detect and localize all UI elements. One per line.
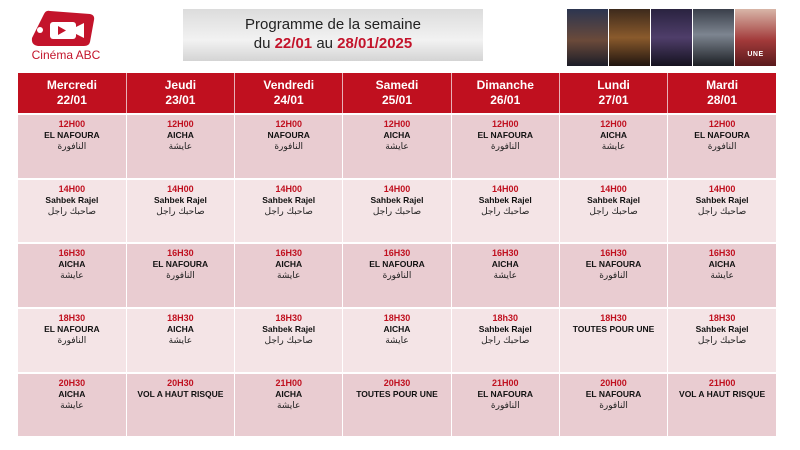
screening-cell: 14H00 Sahbek Rajel صاحبك راجل: [451, 179, 559, 244]
screening-cell: 16H30 EL NAFOURA النافورة: [559, 243, 667, 308]
screening-cell: 14H00 Sahbek Rajel صاحبك راجل: [126, 179, 234, 244]
day-header: Mardi 28/01: [668, 73, 776, 114]
screening-cell: 16H30 EL NAFOURA النافورة: [126, 243, 234, 308]
screening-cell: 18H30 AICHA عايشة: [343, 308, 451, 373]
brand-name: Cinéma ABC: [31, 48, 101, 62]
slot-row: [18, 373, 776, 436]
screening-cell: 16H30 AICHA عايشة: [451, 243, 559, 308]
screening-cell: 21H00 VOL A HAUT RISQUE: [668, 373, 776, 436]
day-header: Jeudi 23/01: [126, 73, 234, 114]
screening-cell: 16H30 AICHA عايشة: [18, 243, 126, 308]
end-date: 28/01/2025: [337, 35, 413, 52]
day-header: Dimanche 26/01: [451, 73, 559, 114]
screening-cell: 14H00 Sahbek Rajel صاحبك راجل: [18, 179, 126, 244]
screening-cell: 12H00 AICHA عايشة: [343, 114, 451, 179]
page-title: Programme de la semaine: [245, 16, 421, 33]
screening-cell: 18h30 Sahbek Rajel صاحبك راجل: [451, 308, 559, 373]
start-date: 22/01: [274, 35, 313, 52]
cinema-logo: [20, 8, 110, 63]
week-header: [183, 9, 483, 61]
slot-row: [18, 179, 776, 244]
schedule-table: [18, 73, 776, 436]
screening-cell: 18H30 AICHA عايشة: [126, 308, 234, 373]
slot-row: [18, 114, 776, 179]
screening-cell: 14H00 Sahbek Rajel صاحبك راجل: [668, 179, 776, 244]
screening-cell: 12H00 EL NAFOURA النافورة: [18, 114, 126, 179]
screening-cell: 14H00 Sahbek Rajel صاحبك راجل: [343, 179, 451, 244]
screening-cell: 12H00 EL NAFOURA النافورة: [451, 114, 559, 179]
screening-cell: 14H00 Sahbek Rajel صاحبك راجل: [559, 179, 667, 244]
screening-cell: 14H00 Sahbek Rajel صاحبك راجل: [235, 179, 343, 244]
day-header: Samedi 25/01: [343, 73, 451, 114]
screening-cell: 21H00 EL NAFOURA النافورة: [451, 373, 559, 436]
date-prefix: du: [253, 35, 271, 52]
poster-strip: [567, 9, 776, 66]
screening-cell: 16H30 EL NAFOURA النافورة: [343, 243, 451, 308]
screening-cell: 12H00 EL NAFOURA النافورة: [668, 114, 776, 179]
movie-poster-5: UNE: [735, 9, 776, 66]
screening-cell: 18H30 TOUTES POUR UNE: [559, 308, 667, 373]
screening-cell: 20H30 AICHA عايشة: [18, 373, 126, 436]
movie-poster-3: [651, 9, 692, 66]
slot-row: [18, 243, 776, 308]
day-header: Vendredi 24/01: [235, 73, 343, 114]
screening-cell: 18H30 Sahbek Rajel صاحبك راجل: [668, 308, 776, 373]
screening-cell: 18H30 Sahbek Rajel صاحبك راجل: [235, 308, 343, 373]
day-header-row: [18, 73, 776, 114]
day-header: Mercredi 22/01: [18, 73, 126, 114]
screening-cell: 12H00 AICHA عايشة: [126, 114, 234, 179]
screening-cell: 21H00 AICHA عايشة: [235, 373, 343, 436]
screening-cell: 20H30 TOUTES POUR UNE: [343, 373, 451, 436]
screening-cell: 16H30 AICHA عايشة: [235, 243, 343, 308]
movie-poster-2: [609, 9, 650, 66]
screening-cell: 20H30 VOL A HAUT RISQUE: [126, 373, 234, 436]
day-header: Lundi 27/01: [559, 73, 667, 114]
movie-poster-1: [567, 9, 608, 66]
screening-cell: 16H30 AICHA عايشة: [668, 243, 776, 308]
screening-cell: 20H00 EL NAFOURA النافورة: [559, 373, 667, 436]
slot-row: [18, 308, 776, 373]
date-middle: au: [316, 35, 333, 52]
film-camera-icon: [28, 8, 98, 48]
date-range: [183, 35, 483, 52]
screening-cell: 12H00 AICHA عايشة: [559, 114, 667, 179]
screening-cell: 18H30 EL NAFOURA النافورة: [18, 308, 126, 373]
movie-poster-4: [693, 9, 734, 66]
screening-cell: 12H00 NAFOURA النافورة: [235, 114, 343, 179]
